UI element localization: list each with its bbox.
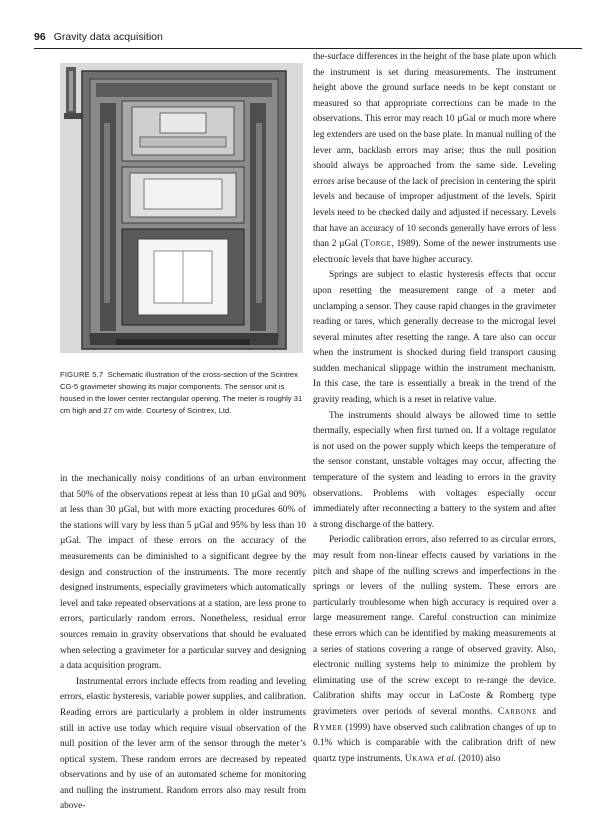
page-number: 96 (34, 31, 46, 43)
figure-gravimeter-cross-section (60, 63, 303, 353)
left-column (60, 472, 306, 815)
citation-rymer: Rymer (313, 722, 343, 733)
citation-carbone: Carbone (497, 706, 538, 717)
running-title: Gravity data acquisition (53, 31, 163, 43)
right-paragraph-1: the-surface differences in the height of the base plate upon which the instrument is set during measurements. The instrument height above the ground surface needs to be kept constant or measured so that appropriate corrections can be made to the observations. This error may reach 10 µGal or much more where leg extenders are used on the base plate. In manual nulling of the lever arm, backlash errors may arise; thus the null position should always be approached from the same side. Leveling errors arise because of the lack of precision in centering the spirit levels and because of improper adjustment of the levels. Spirit levels need to be checked daily and adjusted if necessary. Levels that have an accuracy of 10 seconds generally have errors of less than 2 µGal (Torge, 1989). Some of the newer instruments use electronic levels that have higher accuracy. (313, 52, 556, 265)
left-paragraph-1: in the mechanically noisy conditions of an urban environment that 50% of the observations repeat at less than 10 µGal and 90% at less than 30 µGal, but with more exacting procedures 60% of the stations will vary by less than 5 µGal and 95% by less than 10 µGal. The impact of these errors on the accuracy of the measurements can be diminished to a significant degree by the design and construction of the instruments. The more recently designed instruments, especially gravimeters which automatically level and take repeated observations at a station, are less prone to errors, particularly random errors. Nonetheless, residual error sources remain in gravity observations that should be evaluated when selecting a gravimeter for a particular survey and designing a data acquisition program. (60, 474, 306, 672)
right-paragraph-2: Springs are subject to elastic hysteresis effects that occur upon resetting the measurement range of a meter and unclamping a sensor. They cause rapid changes in the gravimeter reading or tares, which generally decrease to the microgal level several minutes after resetting the range. A tare also can occur when the instrument is shocked during field transport causing sudden mechanical slippage within the instrument mechanism. In this case, the tare is essentially a break in the trend of the gravity reading, which is a reset in relative value. (313, 270, 556, 406)
figure-caption (60, 369, 306, 417)
figure-caption-text: Schematic illustration of the cross-section of the Scintrex CG-5 gravimeter showing its major components. The sensor unit is housed in the lower center rectangular opening. The meter is roughly 31 cm high and 27 cm wide. Courtesy of Scintrex, Ltd. (60, 370, 303, 415)
figure-caption-label: FIGURE 5.7 (60, 370, 104, 379)
left-paragraph-2: Instrumental errors include effects from reading and leveling errors, elastic hysteresis, variable power supplies, and calibration. Reading errors are particularly a problem in older instruments still in active use today which require visual observation of the null position of the lever arm of the sensor through the meter’s optical system. These random errors are decreased by repeated observations and by use of an automated scheme for monitoring and nulling the instrument. Random errors also may result from above- (60, 676, 306, 812)
citation-ukawa: Ukawa (404, 753, 436, 764)
running-header (34, 28, 582, 49)
right-paragraph-4: Periodic calibration errors, also referred to as circular errors, may result from non-linear effects caused by variations in the pitch and shape of the nulling screws and imperfections in the springs or levers of the nulling system. These errors are particularly troublesome when high accuracy is required over a large measurement range. Careful construction can minimize these errors which can be identified by making measurements at a series of stations covering a range of observed gravity. Also, electronic nulling systems help to minimize the problem by eliminating use of the screw except to re-range the device. Calibration shifts may occur in LaCoste & Romberg type gravimeters over periods of several months. Carbone and Rymer (1999) have observed such calibration changes of up to 0.1% which is comparable with the calibration drift of new quartz type instruments. Ukawa et al. (2010) also (313, 535, 556, 764)
gravimeter-illustration (60, 63, 303, 353)
right-column (313, 50, 556, 767)
citation-torge: Torge (363, 239, 392, 250)
right-paragraph-3: The instruments should always be allowed time to settle thermally, especially when first turned on. If a voltage regulator is not used on the power supply which keeps the temperature of the sensor constant, unstable voltages may occur, affecting the temperature of the system and leading to errors in the gravity observations. Problems with voltages especially occur immediately after reconnecting a battery to the system and after a strong discharge of the battery. (313, 410, 556, 530)
